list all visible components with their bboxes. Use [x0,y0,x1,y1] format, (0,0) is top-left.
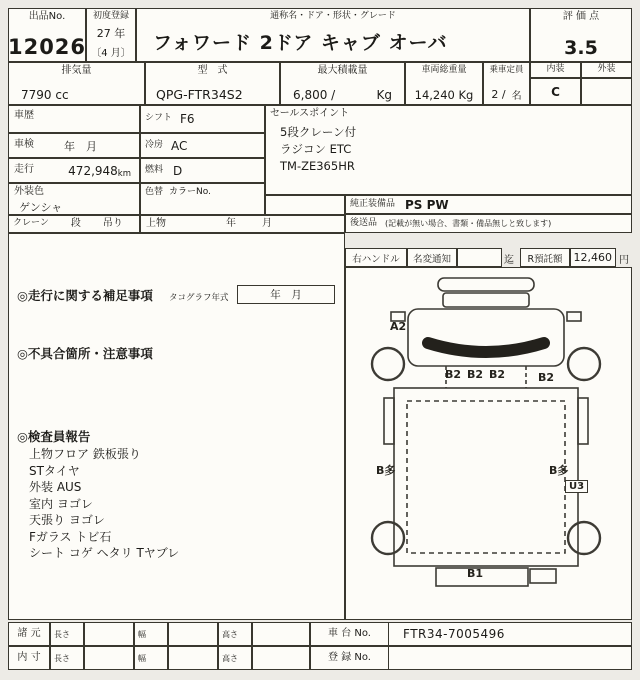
history-cell [8,105,140,133]
max-load-unit: Kg [376,88,392,102]
steering-cell [345,248,407,267]
capacity-label: 乗車定員 [489,65,524,75]
exterior-color-value: ゲンシャ [19,200,63,214]
score-label: 評 価 点 [562,11,600,22]
color-no-label: カラーNo. [169,187,211,197]
sales-points-label: セールスポイント [270,108,350,119]
spec-label: 諸 元 [17,627,41,639]
chassis-no-cell [310,622,632,646]
body-cell [140,215,345,233]
exterior-color-cell [8,183,140,215]
width-label: 幅 [138,629,146,639]
first-registration-cell [86,8,136,62]
shift-value: F6 [180,112,195,126]
model-code-value: QPG-FTR34S2 [156,87,243,102]
width-label: 幅 [138,653,146,663]
recolor-cell [140,183,265,215]
deposit-label: R預託額 [527,253,563,265]
gross-weight-value: 14,240 Kg [414,88,474,102]
damage-mark-a2: A2 [390,320,407,333]
registration-no-label: 登 録 No. [311,647,389,669]
oem-equipment-cell [345,195,632,214]
first-registration-year: 27 年 [96,27,126,41]
mileage-label: 走行 [14,164,34,176]
lot-number: 12026 [7,35,87,59]
name-change-value-cell [457,248,502,267]
gross-weight-cell [405,62,483,105]
mileage-remarks-heading: ◎走行に関する補足事項 [17,288,153,303]
yen-label: 円 [619,255,629,266]
inspection-cell [8,133,140,158]
shift-cell [140,105,265,133]
capacity-unit: 名 [511,91,522,102]
sales-points-spacer-cell [265,195,345,215]
inner-height-label-cell [218,646,252,670]
damage-mark-u3: U3 [565,480,588,493]
inspector-notes [29,446,179,562]
later-items-note: (記載が無い場合、書類・備品無しと致します) [385,219,552,228]
damage-mark-b-multi-left: B多 [376,464,396,477]
max-load-label: 最大積載量 [317,65,368,76]
spec-length-label-cell [50,622,84,646]
tachograph-year-value: 年 月 [270,289,302,301]
damage-mark-b2: B2 [467,368,484,381]
exterior-color-label: 外装色 [14,186,44,197]
spec-width-value-cell [168,622,218,646]
shift-label: シフト [145,113,173,124]
first-registration-month: 〔4 月〕 [91,48,131,59]
tachograph-label: タコグラフ年式 [169,293,229,303]
lot-cell [8,8,86,62]
mileage-cell [8,158,140,183]
model-code-label: 型 式 [197,65,228,76]
sales-points-cell [265,105,632,195]
vehicle-name-value: フォワード 2ドア キャブ オーバ [153,32,448,55]
max-load-cell [280,62,405,105]
inspector-note: 上物フロア 鉄板張り [29,447,141,461]
interior-header-cell [530,62,581,78]
inner-width-label-cell [134,646,168,670]
body-year-label: 年 [226,217,236,229]
chassis-no-label: 車 台 No. [311,623,389,645]
first-registration-label: 初度登録 [92,11,129,21]
name-change-label-cell [407,248,457,267]
length-label: 長さ [54,653,70,663]
interior-grade: C [551,84,560,99]
deposit-label-cell [520,248,570,267]
until-label: 迄 [504,255,514,266]
interior-label: 内装 [546,64,565,75]
lot-label: 出品No. [28,11,66,22]
ac-value: AC [171,138,188,153]
damage-mark-b-multi-right: B多 [549,464,569,477]
inner-length-label-cell [50,646,84,670]
fuel-cell [140,158,265,183]
spec-length-value-cell [84,622,134,646]
fuel-label: 燃料 [145,164,164,175]
height-label: 高さ [222,629,238,639]
truck-top-view-drawing [346,268,631,619]
sales-point-item: TM-ZE365HR [280,158,355,173]
displacement-label: 排気量 [61,65,92,76]
inspector-note: 室内 ヨゴレ [29,496,93,511]
inspector-note: 天張り ヨゴレ [29,513,105,527]
interior-grade-cell [530,78,581,105]
body-label: 上物 [146,217,166,229]
spec-height-label-cell [218,622,252,646]
history-label: 車歴 [14,110,34,121]
spec-width-label-cell [134,622,168,646]
model-code-cell [145,62,280,105]
damage-mark-b2: B2 [445,368,462,381]
defects-heading: ◎不具合箇所・注意事項 [17,346,153,361]
height-label: 高さ [222,653,238,663]
crane-hang-label: 吊り [102,217,123,229]
score-value: 3.5 [564,37,598,59]
inspection-value: 年 月 [64,139,97,153]
body-month-label: 月 [262,217,272,229]
mileage-unit: km [117,169,131,179]
deposit-value-cell [570,248,616,267]
max-load-value: 6,800 / [293,88,336,102]
remarks-box [8,233,345,620]
vehicle-name-cell [136,8,530,62]
fuel-value: D [173,163,183,178]
damage-mark-b2: B2 [489,368,506,381]
sales-point-item: ラジコン ETC [280,141,352,156]
deposit-value: 12,460 [573,251,612,264]
damage-mark-b2-right: B2 [538,371,555,384]
mileage-value: 472,948 [68,163,118,178]
exterior-label: 外装 [597,64,616,75]
exterior-grade-cell [581,78,632,105]
later-items-cell [345,214,632,233]
displacement-cell [8,62,145,105]
inspector-note: 外装 AUS [29,480,82,494]
inner-label: 内 寸 [17,651,41,663]
length-label: 長さ [54,629,70,639]
inspector-note: シート コゲ ヘタリ Tヤブレ [29,546,180,560]
score-cell [530,8,632,62]
ac-cell [140,133,265,158]
exterior-header-cell [581,62,632,78]
inspector-report-heading: ◎検査員報告 [17,429,91,444]
crane-stage-label: 段 [70,217,81,229]
crane-label: クレーン [13,218,49,229]
chassis-no-value: FTR34-7005496 [403,627,505,641]
ac-label: 冷房 [145,139,164,150]
later-items-label: 後送品 [350,217,378,228]
recolor-label: 色替 [145,187,164,197]
name-change-label: 名変通知 [412,253,451,265]
tachograph-year-cell [237,285,335,304]
displacement-value: 7790 cc [21,88,69,102]
vehicle-name-label: 通称名・ドア・形状・グレード [270,11,396,21]
inspector-note: Fガラス トビ石 [29,529,112,544]
oem-equipment-value: PS PW [405,197,449,212]
capacity-value: 2 / [491,88,506,101]
damage-mark-b1: B1 [467,567,484,580]
steering-value: 右ハンドル [352,253,400,265]
inner-row-label-cell [8,646,50,670]
inner-height-value-cell [252,646,310,670]
registration-no-cell [310,646,632,670]
capacity-cell [483,62,530,105]
spec-row-label-cell [8,622,50,646]
inspector-note: STタイヤ [29,463,80,478]
sales-point-item: 5段クレーン付 [280,124,357,139]
inspection-label: 車検 [14,139,34,151]
vehicle-diagram-box [345,267,632,620]
inner-length-value-cell [84,646,134,670]
inner-width-value-cell [168,646,218,670]
spec-height-value-cell [252,622,310,646]
crane-cell [8,215,140,233]
gross-weight-label: 車両総重量 [421,65,467,75]
oem-equipment-label: 純正装備品 [350,198,396,209]
